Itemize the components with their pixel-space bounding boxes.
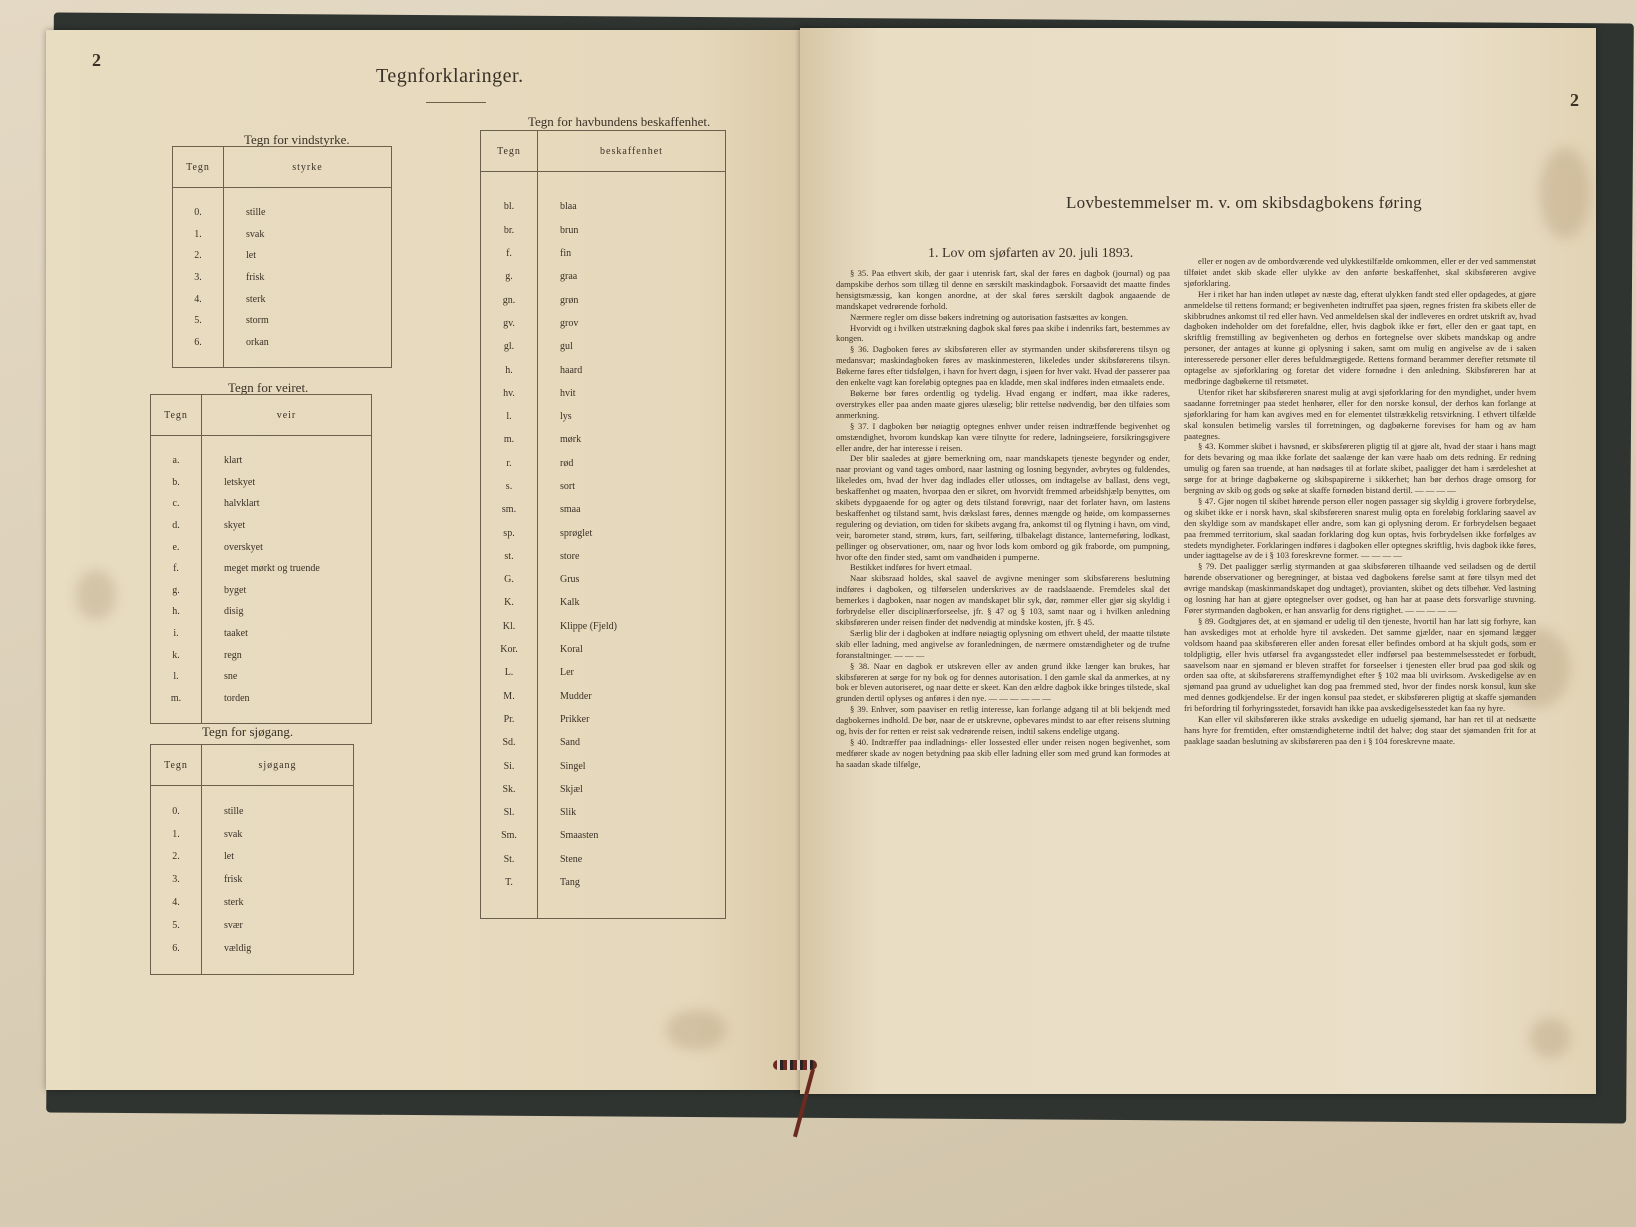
table-row <box>173 245 392 267</box>
value-cell: svak <box>246 228 265 240</box>
table-row <box>481 591 726 614</box>
sign-cell: gn. <box>481 288 538 311</box>
paragraph: Særlig blir der i dagboken at indføre nøiagtig oplysning om ethvert uheld, der maatte tilstøte skib eller ladning, med angivelse av foranledningen, de nærmere omstændigheter og de trufne foranstaltninger. — — — <box>836 627 1170 660</box>
sign-cell: Sl. <box>481 801 538 824</box>
value-cell: meget mørkt og truende <box>224 563 320 575</box>
value-cell: hvit <box>560 387 576 399</box>
sign-cell: h. <box>481 358 538 381</box>
sign-cell: 0. <box>151 800 202 823</box>
value-cell: skyet <box>224 520 246 532</box>
sign-cell: K. <box>481 591 538 614</box>
value-cell: Sand <box>560 737 580 749</box>
sign-cell: 2. <box>173 245 224 267</box>
table-row <box>481 545 726 568</box>
table-row <box>151 493 372 515</box>
sign-cell: b. <box>151 472 202 494</box>
sign-cell: m. <box>151 688 202 710</box>
table-row <box>481 521 726 544</box>
value-cell: svær <box>224 919 243 931</box>
sign-cell: Pr. <box>481 708 538 731</box>
value-cell: Ler <box>560 667 574 679</box>
sign-cell: i. <box>151 623 202 645</box>
table-row <box>173 288 392 310</box>
value-cell: Singel <box>560 760 586 772</box>
paragraph: § 40. Indtræffer paa indladnings- eller lossested eller under reisen nogen begivenhet, som medfører skade av nogen betydning paa skib eller ladning eller som med grund kan formodes at ha saadan skade tilfølge, <box>836 736 1170 769</box>
sign-cell: 6. <box>151 937 202 960</box>
sign-cell: Sk. <box>481 778 538 801</box>
paragraph: Bøkerne bør føres ordentlig og tydelig. Hvad engang er indført, maa ikke raderes, overstrykes eller paa anden maate gjøres ulæselig; blir rettelse nødvendig, bør den tilføies som anmerkning. <box>836 387 1170 420</box>
sign-cell: m. <box>481 428 538 451</box>
table-row <box>481 242 726 265</box>
left-page <box>46 30 808 1090</box>
table-row <box>481 731 726 754</box>
legend-page-title: Tegnforklaringer. <box>376 65 524 87</box>
paragraph: § 36. Dagboken føres av skibsføreren eller av styrmanden under skibsførerens tilsyn og medansvar; maskindagboken føres av maskinmesteren, likeledes under skibsførerens tilsyn. Bøkerne føres efter tidsfølgen, i havn for hvert døgn, i sjøen for hver vakt. Hvad der passerer paa den enkelte vagt kan foreløbig optegnes paa en kladde, men skal indføres inden etmaalets ende. <box>836 344 1170 388</box>
stain <box>1540 148 1590 238</box>
sign-cell: Kl. <box>481 615 538 638</box>
value-cell: stille <box>224 805 244 817</box>
value-cell: let <box>224 851 234 863</box>
value-cell: sterk <box>246 293 266 305</box>
table-row <box>481 708 726 731</box>
page-number-right: 2 <box>1570 90 1579 110</box>
value-cell: fin <box>560 248 572 260</box>
sign-cell: 1. <box>173 224 224 246</box>
paragraph: § 38. Naar en dagbok er utskreven eller av anden grund ikke længer kan brukes, har skibsføreren at sørge for ny bok og for dennes autorisation. I den gamle skal da anmerkes, at ny bok er bleven autoriseret, og naar dette er skeet. Kan den ældre dagbok ikke bringes tilstede, skal grunden dertil oplyses og anføres i den nye. — — — — — — <box>836 660 1170 704</box>
sign-cell: Sm. <box>481 824 538 847</box>
sign-cell: l. <box>151 666 202 688</box>
sign-cell: Si. <box>481 754 538 777</box>
value-cell: rød <box>560 457 574 469</box>
wind-heading: Tegn for vindstyrke. <box>244 132 350 147</box>
value-cell: stille <box>246 207 266 219</box>
sign-cell: M. <box>481 685 538 708</box>
sign-cell: c. <box>151 493 202 515</box>
table-row <box>481 335 726 358</box>
table-row <box>481 405 726 428</box>
title-rule <box>426 102 486 103</box>
table-row <box>151 666 372 688</box>
value-cell: mørk <box>560 434 582 446</box>
page-number-left: 2 <box>92 50 101 70</box>
table-row <box>481 778 726 801</box>
text-column-1 <box>836 268 1170 770</box>
seabed-table <box>480 130 726 919</box>
value-cell: storm <box>246 315 269 327</box>
value-cell: blaa <box>560 201 577 213</box>
sign-cell: r. <box>481 452 538 475</box>
table-row <box>151 823 354 846</box>
value-cell: Koral <box>560 644 583 656</box>
right-page <box>800 28 1596 1094</box>
table-row <box>481 288 726 311</box>
paragraph: eller er nogen av de ombordværende ved ulykkestilfælde omkommen, eller er der ved sammenstøt tilføiet andet skib skade eller ulykke av den anførte beskaffenhet, skal skibsføreren avgive sjøforklaring. <box>1184 256 1536 288</box>
col-header-sign: Tegn <box>173 147 224 188</box>
value-cell: graa <box>560 271 578 283</box>
weather-table <box>150 394 372 724</box>
table-row <box>481 685 726 708</box>
table-row <box>481 358 726 381</box>
paragraph: Naar skibsraad holdes, skal saavel de avgivne meninger som skibsførerens beslutning indføres i dagboken, og tilførselen underskrives av de raadslaaende. Fremdeles skal det bemerkes i dagboken, naar nogen av mandskapet blir syk, dør, rømmer eller gjør sig skyldig i forbrydelse eller disciplinærforseelse, jfr. § 47 og § 103, samt naar og i hvilken anledning skibsføreren under reisen finder det nødvendig at mindske kosten, jfr. § 45. <box>836 573 1170 627</box>
table-row <box>481 195 726 218</box>
value-cell: lys <box>560 411 572 423</box>
paragraph: § 35. Paa ethvert skib, der gaar i utenrisk fart, skal der føres en dagbok (journal) og paa dampskibe derhos som tillæg til denne en særskilt maskindagbok. Forsaavidt det maatte findes hensigtsmæssig, kan kongen anordne, at der skal føres særskilt dagbok angaaende de mandskapet vedrørende forhold. <box>836 268 1170 311</box>
paragraph: § 47. Gjør nogen til skibet hørende person eller nogen passager sig skyldig i grovere forbrydelse, og skibet ikke er i norsk havn, skal skibsføreren snarest mulig opta en foreløbig forklaring saavel av den skyldige som av mandskapet eller andre, som kan gi oplysning derom. Er forbrydelsen begaaet paa fremmed territorium, skal saadan forklaring dog kun optas, hvis forbrydelsen ikke forfølges av stedets myndigheter. Forklaringen indføres i dagboken eller optegnes skriftlig, hvis dagbok ikke føres, under iagttagelse av de i § 103 foreskrevne former. — — — — <box>1184 495 1536 561</box>
value-cell: vældig <box>224 942 252 954</box>
value-cell: orkan <box>246 336 269 348</box>
col-header-sign: Tegn <box>481 131 538 172</box>
paragraph: Utenfor riket har skibsføreren snarest mulig at avgi sjøforklaring for den myndighet, under hvem saadanne forretninger paa stedet henhører, eller for den norske konsul, der derhos kan forlange at sjøforklaring for ham kan avgives med en for elementet tilstrækkelig retsvirkning. I ethvert tilfælde skal konsulen betimelig varsles til forretningen, og dagbøkerne forevises for ham og av ham paategnes. <box>1184 386 1536 441</box>
law-page-title: Lovbestemmelser m. v. om skibsdagbokens føring <box>1066 193 1422 212</box>
table-row <box>481 382 726 405</box>
sign-cell: L. <box>481 661 538 684</box>
sign-cell: gl. <box>481 335 538 358</box>
table-row <box>481 824 726 847</box>
table-row <box>151 472 372 494</box>
sign-cell: g. <box>481 265 538 288</box>
value-cell: Kalk <box>560 597 580 609</box>
table-row <box>481 428 726 451</box>
paragraph: Bestikket indføres for hvert etmaal. <box>850 562 972 573</box>
table-row <box>173 224 392 246</box>
seabed-heading: Tegn for havbundens beskaffenhet. <box>528 114 711 129</box>
table-row <box>173 267 392 289</box>
sign-cell: gv. <box>481 312 538 335</box>
value-cell: Slik <box>560 807 577 819</box>
sign-cell: 5. <box>173 310 224 332</box>
value-cell: torden <box>224 692 250 704</box>
value-cell: byget <box>224 584 247 596</box>
text-column-2 <box>1184 256 1536 747</box>
table-row <box>481 452 726 475</box>
table-row <box>481 615 726 638</box>
sign-cell: hv. <box>481 382 538 405</box>
table-row <box>481 475 726 498</box>
table-row <box>151 580 372 602</box>
value-cell: gul <box>560 341 573 353</box>
sign-cell: h. <box>151 601 202 623</box>
value-cell: disig <box>224 606 244 618</box>
value-cell: frisk <box>224 874 243 886</box>
sign-cell: 5. <box>151 914 202 937</box>
table-row <box>173 202 392 224</box>
table-row <box>481 265 726 288</box>
col-header-sign: Tegn <box>151 395 202 436</box>
paragraph: Nærmere regler om disse bøkers indretning og autorisation fastsættes av kongen. <box>850 311 1129 322</box>
paragraph: Kan eller vil skibsføreren ikke straks avskedige en uduelig sjømand, har han ret til at nedsætte hans hyre for fremtiden, efter omstændigheterne indtil det halve; dog staar det sjømanden frit for at paaklage saadan beslutning av skibsføreren paa den i § 104 foreskrevne maate. <box>1184 714 1536 746</box>
table-row <box>151 688 372 710</box>
col-header-value: styrke <box>224 147 392 188</box>
table-row <box>481 661 726 684</box>
sign-cell: s. <box>481 475 538 498</box>
value-cell: frisk <box>246 272 265 284</box>
value-cell: klart <box>224 455 243 467</box>
table-row <box>173 310 392 332</box>
sign-cell: G. <box>481 568 538 591</box>
value-cell: sprøglet <box>560 527 593 539</box>
sign-cell: 3. <box>151 868 202 891</box>
sign-cell: 6. <box>173 332 224 354</box>
sign-cell: 2. <box>151 846 202 869</box>
sign-cell: T. <box>481 871 538 894</box>
value-cell: taaket <box>224 628 248 640</box>
value-cell: grov <box>560 317 579 329</box>
sign-cell: 0. <box>173 202 224 224</box>
value-cell: Mudder <box>560 690 592 702</box>
table-row <box>151 601 372 623</box>
table-row <box>151 644 372 666</box>
stain <box>666 1010 726 1050</box>
col-header-sign: Tegn <box>151 745 202 786</box>
value-cell: smaa <box>560 504 581 516</box>
sign-cell: l. <box>481 405 538 428</box>
table-row <box>151 558 372 580</box>
sea-heading: Tegn for sjøgang. <box>202 724 294 739</box>
table-row <box>151 536 372 558</box>
value-cell: Skjæl <box>560 783 583 795</box>
value-cell: regn <box>224 649 242 661</box>
table-row <box>151 450 372 472</box>
weather-heading: Tegn for veiret. <box>228 380 309 395</box>
sign-cell: f. <box>481 242 538 265</box>
table-row <box>481 568 726 591</box>
sign-cell: Sd. <box>481 731 538 754</box>
value-cell: Klippe (Fjeld) <box>560 620 617 632</box>
table-row <box>481 801 726 824</box>
paragraph: § 37. I dagboken bør nøiagtig optegnes enhver under reisen indtræffende begivenhet og omstændighet, hvorom kundskap kan være tilnytte for redere, ladningseiere, forsikringsgivere eller andre, der har interesse i reisen. <box>836 420 1170 453</box>
sign-cell: a. <box>151 450 202 472</box>
table-row <box>173 332 392 354</box>
value-cell: svak <box>224 828 243 840</box>
table-row <box>481 754 726 777</box>
value-cell: Stene <box>560 853 583 865</box>
col-header-value: sjøgang <box>202 745 354 786</box>
sign-cell: bl. <box>481 195 538 218</box>
sign-cell: f. <box>151 558 202 580</box>
sign-cell: e. <box>151 536 202 558</box>
value-cell: halvklart <box>224 498 260 510</box>
sign-cell: sm. <box>481 498 538 521</box>
sign-cell: St. <box>481 848 538 871</box>
value-cell: brun <box>560 224 579 236</box>
table-row <box>151 937 354 960</box>
value-cell: Prikker <box>560 713 590 725</box>
sign-cell: k. <box>151 644 202 666</box>
value-cell: grøn <box>560 294 579 306</box>
sign-cell: 1. <box>151 823 202 846</box>
paragraph: § 43. Kommer skibet i havsnød, er skibsføreren pligtig til at gjøre alt, hvad der staar i hans magt for dets bevaring og maa ikke forlate det saalænge der kan være haab om dets redning. Er redning umulig og faren saa truende, at han nødsages til at forlate skibet, paaligger det ham i særdeleshet at sørge for at bringe dagbøkerne og skibspapirerne i sikkerhet; han bør derhos drage omsorg for bergning av skib og gods og søke at skaffe fornøden bistand dertil. — — — — <box>1184 441 1536 496</box>
wind-table <box>172 146 392 368</box>
table-row <box>151 891 354 914</box>
value-cell: sort <box>560 481 575 492</box>
value-cell: letskyet <box>224 476 256 488</box>
sign-cell: Kor. <box>481 638 538 661</box>
paragraph: § 79. Det paaligger særlig styrmanden at gaa skibsføreren tilhaande ved seiladsen og de dertil hørende observationer og beregninger, at bistaa ved dagbokens førelse samt at føre tilsyn med det øvrige mandskap (maskinmandskapet dog undtaget), provianten, skibet og dets tilbehør. Ved lastning og losning har han at gjøre optegnelser over godset, og han har at paase dets forsvarlige stuvning. Fører styrmanden dagboken, er han ansvarlig for dens rigtighet. — — — — — <box>1184 561 1536 615</box>
table-row <box>151 800 354 823</box>
col-header-value: beskaffenhet <box>538 131 726 172</box>
table-row <box>481 312 726 335</box>
value-cell: store <box>560 550 580 562</box>
table-row <box>151 515 372 537</box>
col-header-value: veir <box>202 395 372 436</box>
sign-cell: g. <box>151 580 202 602</box>
value-cell: overskyet <box>224 541 263 553</box>
sea-table <box>150 744 354 975</box>
table-row <box>151 914 354 937</box>
table-row <box>481 219 726 242</box>
value-cell: Smaasten <box>560 830 599 842</box>
table-row <box>151 868 354 891</box>
value-cell: sterk <box>224 897 244 909</box>
sign-cell: 4. <box>173 288 224 310</box>
paragraph: Der blir saaledes at gjøre bemerkning om, naar mandskapets tjeneste begynder og ender, naar proviant og vand tages ombord, naar lastning og losning begynder, avbrytes og fuldendes, likeledes om, hvad der hver dag indlades eller utlosses, om indtagelse av ballast, dens vegt, beskaffenhet og maaten, hvorpaa den er sikret, om hvorvidt fremmed arbeidshjælp benyttes, om skibets dypgaaende for og agter og dets tilstand forøvrigt, naar det forlater havn, om lastens beskaffenhet og tilstand samt, hvis dækslast føres, dennes mængde og høide, om kompassernes regulering og deviation, om tiden for skibets avgang fra, ankomst til og flytning i havn, om vind, veir, barometer stand, strøm, kurs, fart, seilføring, tilbakelagt distance, lanterneføring, lodkast, pellinger og observationer, om, naar og hvor lods kom ombord og gik fraborde, om pumpning, hvor ofte den finder sted, samt om vandhøiden i pumperne. <box>836 453 1170 562</box>
table-row <box>481 498 726 521</box>
sign-cell: st. <box>481 545 538 568</box>
table-row <box>151 846 354 869</box>
value-cell: haard <box>560 364 583 376</box>
paragraph: § 39. Enhver, som paaviser en retlig interesse, kan forlange adgang til at bli bekjendt med dagbokernes indhold. De bør, naar de er utskrevne, opbevares mindst to aar efter reisens slutning og, hvis der for retten er reist sak vedrørende reisen, indtil sakens endelige utgang. <box>836 704 1170 737</box>
value-cell: Tang <box>560 877 580 889</box>
table-row <box>481 871 726 894</box>
paragraph: § 89. Godtgjøres det, at en sjømand er udelig til den tjeneste, hvortil han har latt sig forhyre, kan han avskediges mot at erholde hyre til avskeden. Det samme gjælder, naar en sjømand lægger voldsom haand paa skibsføreren eller anden foresat eller befindes ombord at ha skjult gods, som er toldpligtig, eller hvis utførsel fra avgangsstedet eller indførsel paa bestemmelsesstedet er forbudt, saavelsom naar en sjømand er bleven straffet for forseelser i tjenesten eller brud paa god skik og orden saa ofte, at skibsførerens straffemyndighet efter § 102 maa bli uvirksom. Avskedigelse av en sjømand paa grund av uduelighet kan dog paa fremmed sted, hvor der findes norsk konsul, kun ske med dennes godkjendelse. Er der ingen konsul paa stedet, er skibsføreren pligtig at skaffe sjømanden fri befordring til forhyringsstedet, forsavidt han ikke paa avskedigelsesstedet kan faa ny hyre. <box>1184 615 1536 714</box>
sign-cell: 4. <box>151 891 202 914</box>
sign-cell: 3. <box>173 267 224 289</box>
sign-cell: br. <box>481 219 538 242</box>
paragraph: Hvorvidt og i hvilken utstrækning dagbok skal føres paa skibe i indenriks fart, bestemmes av kongen. <box>836 322 1170 344</box>
table-row <box>481 638 726 661</box>
table-row <box>151 623 372 645</box>
table-row <box>481 848 726 871</box>
stain <box>76 570 116 620</box>
stain <box>1530 1018 1570 1058</box>
value-cell: sne <box>224 671 238 683</box>
value-cell: let <box>246 250 256 262</box>
law-subtitle: 1. Lov om sjøfarten av 20. juli 1893. <box>928 246 1134 261</box>
value-cell: Grus <box>560 574 580 586</box>
sign-cell: sp. <box>481 521 538 544</box>
paragraph: Her i riket har han inden utløpet av næste dag, efterat ulykken fandt sted eller opdagedes, at gjøre anmeldelse til rettens formand; er begivenheten indtruffet paa sjøen, regnes fristen fra skibets eller de skibbrudnes ankomst til red eller havn. Ved anmeldelsen skal der indleveres en ordret utskrift av, hvad dagboken indeholder om det forefaldne, eller, hvis dagbok ikke er ført, eller den er gaat tapt, en skriftlig fremstilling av begivenheten og derhos en fortegnelse over skibets mandskap og andre personer, der antages at kunne gi oplysning i saken, samt om mulig en angivelse av de i saken interesserede personer eller deres befuldmægtigede. Rettens formand berammer derefter retsmøte til optagelse av sjøforklaring og foretar det videre fornødne i den anledning. Skibsføreren har at medbringe dagbøkerne til retsmøtet. <box>1184 288 1536 386</box>
sign-cell: d. <box>151 515 202 537</box>
